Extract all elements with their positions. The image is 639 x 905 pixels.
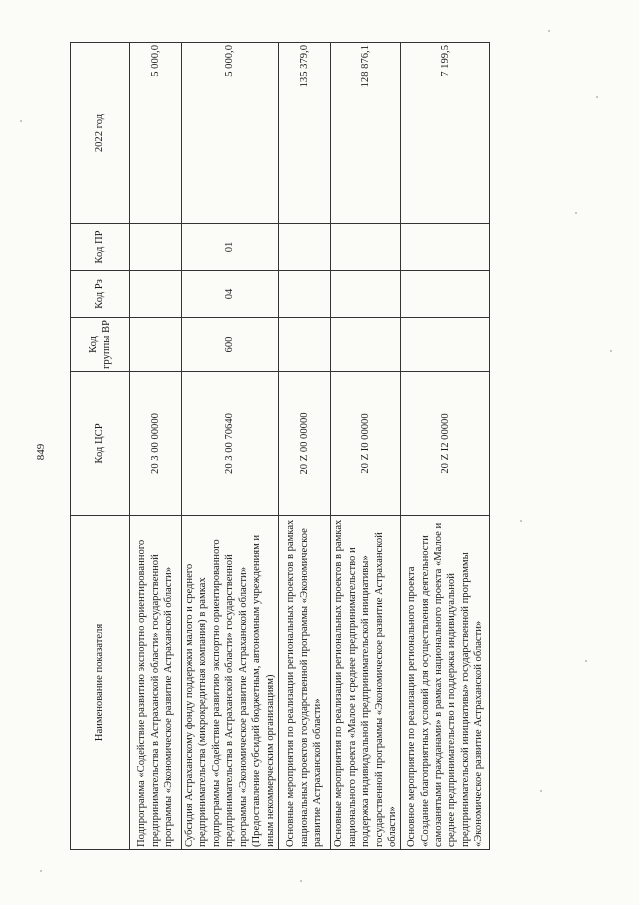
table-header-row <box>71 43 130 850</box>
scan-speck <box>40 870 42 872</box>
row-vr <box>401 318 490 372</box>
scan-speck <box>610 350 612 352</box>
row-rz <box>331 271 401 318</box>
row-rz <box>401 271 490 318</box>
row-pr <box>401 224 490 271</box>
row-name: Основные мероприятия по реализации региональных проектов в рамках национальных проектов государственной программы «Экономическое развитие Астраханской области» <box>279 516 331 850</box>
row-pr: 01 <box>182 224 279 271</box>
row-rz: 04 <box>182 271 279 318</box>
row-vr <box>331 318 401 372</box>
scan-speck <box>596 96 598 98</box>
header-rz: Код Рз <box>71 271 130 318</box>
row-name: Основные мероприятия по реализации региональных проектов в рамках национального проекта «Малое и среднее предпринимательство и поддержка индивидуальной предпринимательской инициативы» государственной программы «Экономическое развитие Астраханской области» <box>331 516 401 850</box>
table-row <box>182 43 279 850</box>
row-vr: 600 <box>182 318 279 372</box>
row-csr: 20 Z I2 00000 <box>401 372 490 516</box>
row-csr: 20 3 00 70640 <box>182 372 279 516</box>
row-year: 5 000,0 <box>182 43 279 224</box>
scan-speck <box>575 212 577 214</box>
row-name: Субсидия Астраханскому фонду поддержки малого и среднего предпринимательства (микрокредитная компания) в рамках подпрограммы «Содействие развитию экспортно ориентированного предпринимательства в Астраханской области» государственной программы «Экономическое развитие Астраханской области» (Предоставление субсидий бюджетным, автономным учреждениям и иным некоммерческим организациям) <box>182 516 279 850</box>
scan-speck <box>548 30 550 32</box>
page-number: 849 <box>35 443 47 461</box>
header-name: Наименование показателя <box>71 516 130 850</box>
row-name: Основное мероприятие по реализации регионального проекта «Создание благоприятных условий для осуществления деятельности самозанятыми гражданами» в рамках национального проекта «Малое и среднее предпринимательство и поддержка индивидуальной предпринимательской инициативы» государственной программы «Экономическое развитие Астраханской области» <box>401 516 490 850</box>
table-row <box>130 43 182 850</box>
row-year: 135 379,0 <box>279 43 331 224</box>
row-rz <box>279 271 331 318</box>
scan-speck <box>20 120 22 122</box>
row-year: 128 876,1 <box>331 43 401 224</box>
row-csr: 20 3 00 00000 <box>130 372 182 516</box>
budget-table <box>70 42 490 850</box>
row-name: Подпрограмма «Содействие развитию экспортно ориентированного предпринимательства в Астраханской области» государственной программы «Экономическое развитие Астраханской области» <box>130 516 182 850</box>
row-rz <box>130 271 182 318</box>
row-year: 5 000,0 <box>130 43 182 224</box>
header-csr: Код ЦСР <box>71 372 130 516</box>
header-pr: Код ПР <box>71 224 130 271</box>
table-row <box>401 43 490 850</box>
scan-speck <box>520 520 522 522</box>
row-pr <box>331 224 401 271</box>
row-vr <box>279 318 331 372</box>
rotated-table-container <box>70 42 485 850</box>
row-vr <box>130 318 182 372</box>
row-pr <box>130 224 182 271</box>
header-year: 2022 год <box>71 43 130 224</box>
table-row <box>331 43 401 850</box>
scan-speck <box>300 880 302 882</box>
row-year: 7 199,5 <box>401 43 490 224</box>
row-pr <box>279 224 331 271</box>
header-vr: Код группы ВР <box>71 318 130 372</box>
table-row <box>279 43 331 850</box>
scan-speck <box>585 660 587 662</box>
scan-speck <box>540 790 542 792</box>
row-csr: 20 Z 00 00000 <box>279 372 331 516</box>
row-csr: 20 Z I0 00000 <box>331 372 401 516</box>
